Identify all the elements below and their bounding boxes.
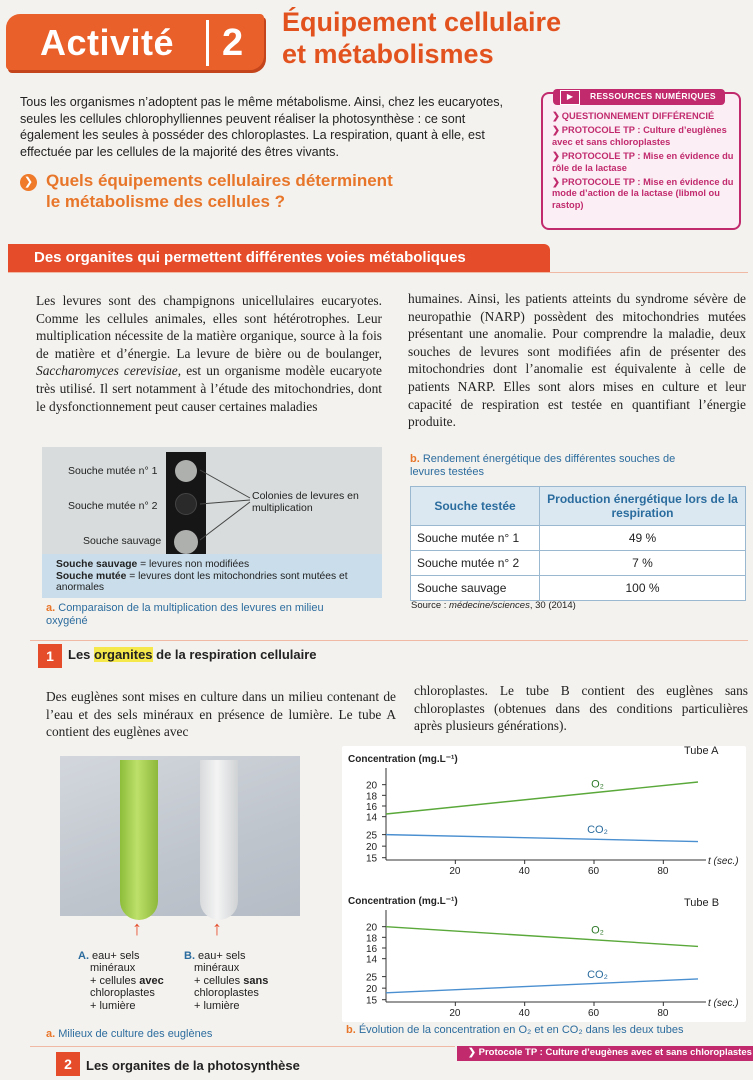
table-cell-production: 7 % [540,551,746,576]
chevron-right-icon: ❯ [552,177,560,188]
table-header-row [411,487,746,526]
section-divider [8,272,748,273]
series-line [386,782,698,814]
energy-table [410,486,746,601]
pointer-line [200,502,250,540]
chevron-right-icon: ❯ [20,174,37,191]
activity-label: Activité [40,22,175,63]
doc2-text-left: Des euglènes sont mises en culture dans un milieu contenant de l’eau et des sels minéraux en présence de lumière. Le tube A contient des euglènes avec [46,689,396,740]
y-tick-label: 15 [366,995,378,1007]
doc2-divider [30,1046,455,1047]
doc2-text-right: chloroplastes. Le tube B contient des euglènes sans chloroplastes (obtenues dans des conditions particulières après plusieurs générations). [414,683,748,734]
y-tick-label: 16 [366,944,378,955]
doc1-divider [30,640,748,641]
x-tick-label: 60 [588,1008,600,1019]
y-tick-label: 14 [366,954,378,966]
y-tick-label: 25 [366,972,378,984]
resource-link[interactable]: ❯ PROTOCOLE TP : Mise en évidence du rôle de la lactase [552,151,734,173]
arrow-up-icon: ↑ [212,918,222,940]
chart-xlabel: t (sec.) [708,856,739,867]
y-tick-label: 20 [366,842,378,854]
x-tick-label: 80 [657,866,669,877]
y-tick-label: 25 [366,830,378,842]
screen-icon: ▶ [560,90,580,105]
tube-b [200,760,238,920]
chart-ylabel: Concentration (mg.L⁻¹) [348,896,458,907]
series-line [386,979,698,993]
chevron-right-icon: ❯ [552,125,560,136]
concentration-charts [342,746,746,1022]
doc1-title: Les organites de la respiration cellulaire [68,647,317,662]
colony-wild [174,530,198,554]
page-title [282,6,561,70]
x-tick-label: 80 [657,1008,669,1019]
page-title-line1: Équipement cellulaire [282,7,562,37]
y-tick-label: 20 [366,922,378,934]
table-row [411,526,746,551]
table-cell-souche: Souche mutée n° 1 [411,526,540,551]
table-row [411,551,746,576]
y-tick-label: 20 [366,984,378,996]
pointer-line [200,500,250,504]
x-tick-label: 40 [518,1008,530,1019]
chevron-right-icon: ❯ [552,111,560,121]
chart-title: Tube A [684,746,719,757]
species-name: Saccharomyces cerevisiae [36,363,178,379]
main-question-line2: le métabolisme des cellules ? [46,192,286,211]
x-tick-label: 20 [449,866,461,877]
series-label: CO₂ [587,824,608,837]
y-tick-label: 14 [366,812,378,824]
label-mutant-1: Souche mutée n° 1 [68,465,158,477]
highlighted-term: organites [94,647,153,662]
series-label: O₂ [591,924,604,937]
pointer-line [200,470,250,498]
table-cell-souche: Souche sauvage [411,576,540,601]
table-header-production: Production énergétique lors de la respiration [540,487,746,526]
doc1-text-left: Les levures sont des champignons unicellulaires eucaryotes. Comme les cellules animales, elles sont hétérotrophes. Leur multiplication nécessite de la matière organique, source à la fois de matière et d’énergie. La levure de bière ou de boulanger, Saccharomyces cerevisiae, est un organisme modèle eucaryote très utilisé. Il sert notamment à l’étude des mitochondries, dont le dysfonctionnement peut causer certaines maladies [36,293,383,414]
yeast-legend: Souche sauvage = levures non modifiées Souche mutée = levures dont les mitochondries sont mutées et anormales [56,559,348,593]
main-question [46,170,446,212]
doc2-title: Les organites de la photosynthèse [86,1058,300,1073]
label-mutant-2: Souche mutée n° 2 [68,500,158,512]
arrow-up-icon: ↑ [132,918,142,940]
table-source: Source : médecine/sciences, 30 (2014) [411,600,576,611]
colony-mutant-1 [175,460,197,482]
tube-a [120,760,158,920]
resource-link[interactable]: ❯ PROTOCOLE TP : Mise en évidence du mode d’action de la lactase (libmol ou rastop) [552,177,734,210]
y-tick-label: 15 [366,853,378,865]
tubes-photo [60,756,300,916]
doc2-number: 2 [56,1052,80,1076]
y-tick-label: 18 [366,791,378,803]
table-cell-production: 100 % [540,576,746,601]
resources-list [552,111,738,214]
x-tick-label: 40 [518,866,530,877]
resources-heading: RESSOURCES NUMÉRIQUES [590,91,716,101]
y-tick-label: 16 [366,802,378,813]
page-title-line2: et métabolismes [282,39,494,69]
resource-link[interactable]: ❯ QUESTIONNEMENT DIFFÉRENCIÉ [552,111,715,121]
colony-mutant-2 [175,493,197,515]
main-question-line1: Quels équipements cellulaires déterminent [46,171,393,190]
pointer-lines [196,462,256,542]
doc1-number: 1 [38,644,62,668]
table-cell-production: 49 % [540,526,746,551]
series-line [386,835,698,842]
doc1-text-right: humaines. Ainsi, les patients atteints du syndrome sévère de neuropathie (NARP) possèdent des mitochondries mutées présentant une anomalie. Pour comprendre la maladie, deux souches de levures sont modifiées afin de présenter des mitochondries dont l’anomalie est équivalente à celle de patients NARP. Elles sont alors mises en culture et leur capacité de respiration est testée en quantifiant l’énergie produite. [408,291,746,430]
section-banner-title: Des organites qui permettent différentes voies métaboliques [34,249,466,266]
table-row [411,576,746,601]
label-wild: Souche sauvage [83,535,162,547]
footer-link-text[interactable]: ❯ Protocole TP : Culture d’eugènes avec et sans chloroplastes [468,1047,752,1058]
figure-2b-caption: b. Évolution de la concentration en O₂ et en CO₂ dans les deux tubes [346,1024,684,1036]
figure-2a-caption: a. Milieux de culture des euglènes [46,1028,213,1040]
series-label: O₂ [591,778,604,791]
chart-ylabel: Concentration (mg.L⁻¹) [348,754,458,765]
chevron-right-icon: ❯ [468,1047,479,1058]
table-header-souche: Souche testée [411,487,540,526]
chart-xlabel: t (sec.) [708,998,739,1009]
series-label: CO₂ [587,968,608,981]
y-tick-label: 20 [366,780,378,792]
resource-link[interactable]: ❯ PROTOCOLE TP : Culture d’euglènes avec et sans chloroplastes [552,125,727,147]
intro-text: Tous les organismes n’adoptent pas le même métabolisme. Ainsi, chez les eucaryotes, seules les cellules chlorophylliennes peuvent réaliser la photosynthèse : ce sont également les seules à posséder des chloroplastes. La respiration, quant à elle, est effectuée par les cellules de la majorité des êtres vivants. [20,95,504,159]
activity-number: 2 [222,22,244,64]
tube-b-caption: B. eau+ sels minéraux + cellules sans chloroplastes + lumière [184,950,269,1012]
x-tick-label: 60 [588,866,600,877]
figure-b-caption: b. Rendement énergétique des différentes souches de levures testées [410,453,676,478]
x-tick-label: 20 [449,1008,461,1019]
table-cell-souche: Souche mutée n° 2 [411,551,540,576]
y-tick-label: 18 [366,933,378,945]
figure-a-caption: a. Comparaison de la multiplication des levures en milieu oxygéné [46,602,324,627]
chart-title: Tube B [684,897,720,909]
tube-a-caption: A. eau+ sels minéraux + cellules avec chloroplastes + lumière [78,950,164,1012]
colonies-label: Colonies de levures en multiplication [252,490,359,514]
chevron-right-icon: ❯ [552,151,560,162]
series-line [386,927,698,947]
